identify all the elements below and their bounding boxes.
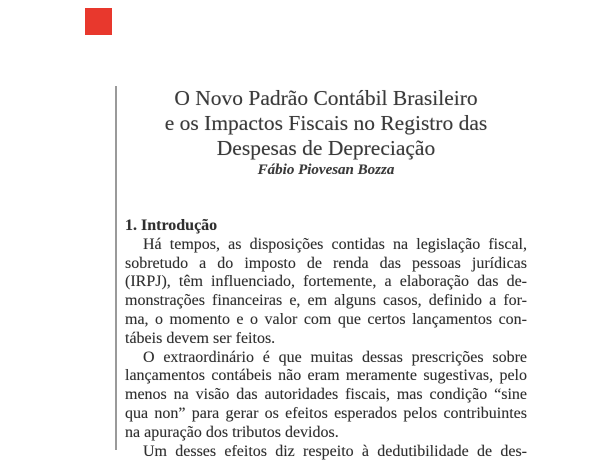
body-line: monstrações financeiras e, em alguns casos, definido a for- bbox=[125, 292, 527, 310]
body-line: Há tempos, as disposições contidas na legislação fiscal, bbox=[143, 235, 527, 253]
section-heading-introducao: 1. Introdução bbox=[125, 217, 218, 234]
body-line: sobretudo a do imposto de renda das pessoas jurídicas bbox=[125, 254, 527, 272]
article-content bbox=[125, 86, 527, 461]
page-margin-rule bbox=[115, 86, 117, 450]
article-title-line-2: e os Impactos Fiscais no Registro das bbox=[164, 111, 488, 135]
red-capture-indicator bbox=[85, 8, 112, 35]
article-title-line-3: Despesas de Depreciação bbox=[216, 136, 436, 160]
body-line: tábeis devem ser feitos. bbox=[125, 329, 276, 347]
body-line: lançamentos contábeis não eram meramente sugestivas, pelo bbox=[125, 367, 527, 385]
body-line: Um desses efeitos diz respeito à dedutibilidade de des- bbox=[143, 442, 527, 460]
body-line: qua non” para gerar os efeitos esperados pelos contribuintes bbox=[125, 404, 527, 422]
body-line: ma, o momento e o valor com que certos lançamentos con- bbox=[125, 310, 527, 328]
body-line: na apuração dos tributos devidos. bbox=[125, 423, 339, 441]
body-line: (IRPJ), têm influenciado, fortemente, a elaboração das de- bbox=[125, 273, 527, 291]
article-author: Fábio Piovesan Bozza bbox=[257, 162, 395, 178]
body-line: menos na visão das autoridades fiscais, mas condição “sine bbox=[125, 386, 527, 404]
body-line: O extraordinário é que muitas dessas prescrições sobre bbox=[143, 348, 527, 366]
article-title-line-1: O Novo Padrão Contábil Brasileiro bbox=[174, 86, 478, 110]
